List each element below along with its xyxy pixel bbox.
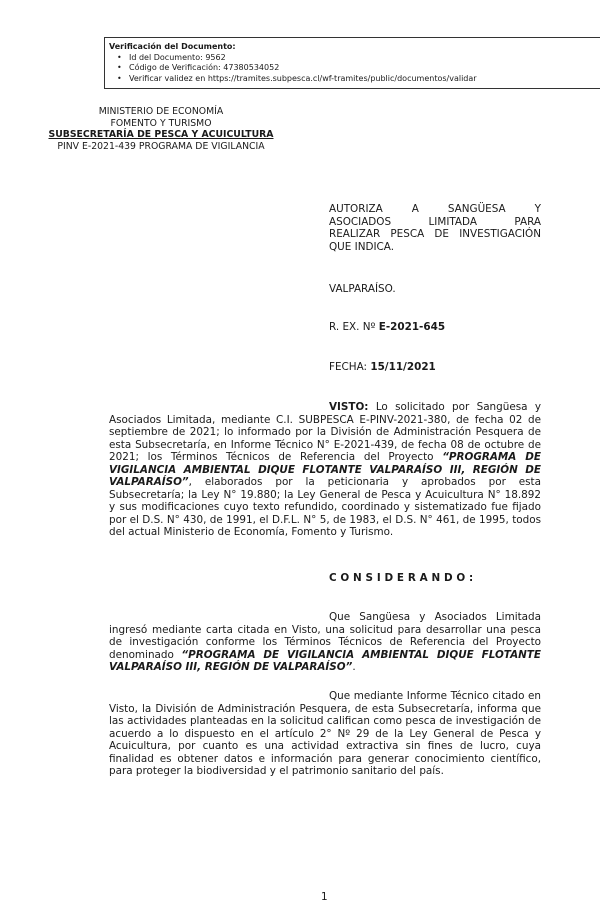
- ministry-name: MINISTERIO DE ECONOMÍA: [98, 106, 224, 117]
- visto-text-2: , elaborados por la peticionaria y aprobados por esta Subsecretaría; la Ley N° 19.880; la Ley General de Pesca y Acuicultura N° 18.892 y sus modificaciones cuyo texto refundido, coordinado y sistematizado fue fijado por el D.S. N° 430, de 1991, el D.F.L. N° 5, de 1983, el D.S. N° 461, de 1995, todos del actual Ministerio de Economía, Fomento y Turismo.: [109, 476, 541, 538]
- verification-list: [109, 53, 600, 85]
- paragraph-1-text-1: Que Sangüesa y Asociados Limitada ingresó mediante carta citada en Visto, una solicitud para desarrollar una pesca de investigación conforme los Términos Técnicos de Referencia del Proyecto denominado: [109, 611, 541, 661]
- visto-program-name: “PROGRAMA DE VIGILANCIA AMBIENTAL DIQUE FLOTANTE VALPARAÍSO III, REGIÓN DE VALPARAÍSO”: [109, 451, 541, 488]
- resolution-label: R. EX. Nº: [329, 321, 379, 333]
- date-value: 15/11/2021: [370, 361, 436, 373]
- verification-code: • Código de Verificación: 47380534052: [129, 63, 600, 74]
- page-number: 1: [321, 891, 328, 903]
- resolution-value: E-2021-645: [378, 321, 446, 333]
- considerando-paragraph-1: [109, 611, 541, 674]
- verification-title: Verificación del Documento:: [109, 42, 236, 51]
- subject-line-4: QUE INDICA.: [329, 240, 395, 253]
- date-label: FECHA:: [329, 361, 371, 373]
- considerando-paragraph-2: [109, 690, 541, 778]
- resolution-date: [329, 361, 436, 374]
- subject-line-2: ASOCIADOS LIMITADA PARA: [329, 215, 541, 228]
- ministry-subname: FOMENTO Y TURISMO: [110, 117, 212, 129]
- visto-paragraph: [109, 401, 541, 539]
- verification-url: • Verificar validez en https://tramites.subpesca.cl/wf-tramites/public/documentos/validar: [129, 74, 600, 85]
- resolution-number: [329, 321, 445, 334]
- document-reference: PINV E-2021-439 PROGRAMA DE VIGILANCIA: [57, 140, 265, 152]
- subject-line-1: AUTORIZA A SANGÜESA Y: [329, 203, 541, 215]
- verification-doc-id: • Id del Documento: 9562: [129, 53, 600, 64]
- paragraph-1-text-2: .: [352, 661, 356, 673]
- place: VALPARAÍSO.: [329, 283, 396, 295]
- ministry-header: [30, 106, 292, 152]
- paragraph-2-text: Que mediante Informe Técnico citado en Visto, la División de Administración Pesquera, de esta Subsecretaría, informa que las actividades planteadas en la solicitud califican como pesca de investigación de acuerdo a lo dispuesto en el artículo 2° Nº 29 de la Ley General de Pesca y Acuicultura, por cuanto es una actividad extractiva sin fines de lucro, cuya finalidad es obtener datos e información para generar conocimiento científico, para proteger la biodiversidad y el patrimonio sanitario del país.: [109, 690, 541, 777]
- paragraph-1-program-name: “PROGRAMA DE VIGILANCIA AMBIENTAL DIQUE FLOTANTE VALPARAÍSO III, REGIÓN DE VALPARAÍSO”: [109, 648, 541, 673]
- subsecretaria-name: SUBSECRETARÍA DE PESCA Y ACUICULTURA: [48, 129, 274, 141]
- visto-text-1: Lo solicitado por Sangüesa y Asociados Limitada, mediante C.I. SUBPESCA E-PINV-2021-380, de fecha 02 de septiembre de 2021; lo informado por la División de Administración Pesquera de esta Subsecretaría, en Informe Técnico N° E-2021-439, de fecha 08 de octubre de 2021; los Términos Técnicos de Referencia del Proyecto: [109, 401, 541, 463]
- subject-block: [329, 203, 541, 253]
- visto-label: VISTO:: [329, 401, 369, 413]
- verification-box: [104, 37, 600, 89]
- considerando-heading: CONSIDERANDO:: [329, 572, 477, 584]
- subject-line-3: REALIZAR PESCA DE INVESTIGACIÓN: [329, 228, 541, 240]
